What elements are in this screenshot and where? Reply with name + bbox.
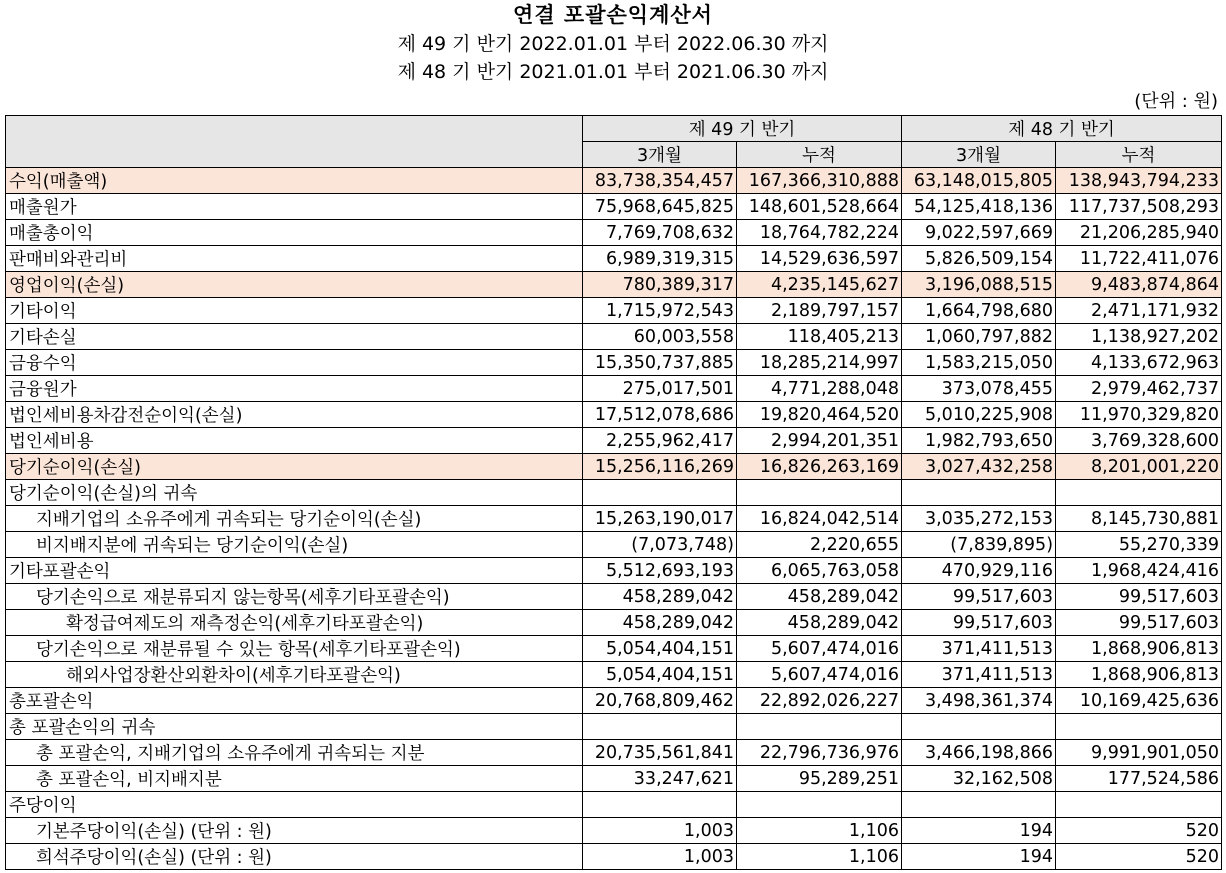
table-row <box>6 350 1222 376</box>
row-label: 총 포괄손익의 귀속 <box>6 714 583 740</box>
row-value <box>583 480 737 506</box>
row-value: 1,003 <box>583 818 737 844</box>
row-label: 주당이익 <box>6 792 583 818</box>
row-value: 75,968,645,825 <box>583 194 737 220</box>
table-row <box>6 506 1222 532</box>
row-value <box>902 792 1056 818</box>
table-row <box>6 194 1222 220</box>
row-value: 20,768,809,462 <box>583 688 737 714</box>
table-row <box>6 220 1222 246</box>
row-value: 83,738,354,457 <box>583 168 737 194</box>
row-value: 1,968,424,416 <box>1056 558 1222 584</box>
row-value: 3,196,088,515 <box>902 272 1056 298</box>
row-label: 당기손익으로 재분류될 수 있는 항목(세후기타포괄손익) <box>6 636 583 662</box>
row-value <box>1056 714 1222 740</box>
row-value: 3,027,432,258 <box>902 454 1056 480</box>
table-row <box>6 714 1222 740</box>
row-value: 117,737,508,293 <box>1056 194 1222 220</box>
row-value: 458,289,042 <box>737 584 902 610</box>
row-value: 194 <box>902 818 1056 844</box>
row-value: 33,247,621 <box>583 766 737 792</box>
row-value: 177,524,586 <box>1056 766 1222 792</box>
table-row <box>6 272 1222 298</box>
row-value: 21,206,285,940 <box>1056 220 1222 246</box>
period-prior: 제 48 기 반기 2021.01.01 부터 2021.06.30 까지 <box>397 61 829 83</box>
subheader-prior-3m: 3개월 <box>902 142 1056 168</box>
row-label: 기타손실 <box>6 324 583 350</box>
row-value: 458,289,042 <box>583 584 737 610</box>
row-value: 15,256,116,269 <box>583 454 737 480</box>
row-value: 5,607,474,016 <box>737 662 902 688</box>
row-value: 95,289,251 <box>737 766 902 792</box>
subheader-prior-cumulative: 누적 <box>1056 142 1222 168</box>
row-label: 기타포괄손익 <box>6 558 583 584</box>
group-header-current: 제 49 기 반기 <box>583 116 902 142</box>
table-row <box>6 662 1222 688</box>
row-value <box>583 792 737 818</box>
row-value <box>583 714 737 740</box>
row-label: 희석주당이익(손실) (단위 : 원) <box>6 844 583 870</box>
row-value: 1,106 <box>737 818 902 844</box>
row-value <box>1056 792 1222 818</box>
row-label: 확정급여제도의 재측정손익(세후기타포괄손익) <box>6 610 583 636</box>
row-label: 해외사업장환산외환차이(세후기타포괄손익) <box>6 662 583 688</box>
row-value: 4,771,288,048 <box>737 376 902 402</box>
row-value: 32,162,508 <box>902 766 1056 792</box>
row-value: 194 <box>902 844 1056 870</box>
row-value: 11,722,411,076 <box>1056 246 1222 272</box>
row-value: 1,583,215,050 <box>902 350 1056 376</box>
row-value: 2,994,201,351 <box>737 428 902 454</box>
table-row <box>6 584 1222 610</box>
row-value: 371,411,513 <box>902 662 1056 688</box>
row-value: 16,824,042,514 <box>737 506 902 532</box>
row-value: 5,607,474,016 <box>737 636 902 662</box>
row-value: 15,350,737,885 <box>583 350 737 376</box>
row-value: 520 <box>1056 818 1222 844</box>
table-row <box>6 168 1222 194</box>
row-value: 1,138,927,202 <box>1056 324 1222 350</box>
row-value: 138,943,794,233 <box>1056 168 1222 194</box>
row-label: 총포괄손익 <box>6 688 583 714</box>
table-row <box>6 558 1222 584</box>
row-label: 비지배지분에 귀속되는 당기순이익(손실) <box>6 532 583 558</box>
row-value: 371,411,513 <box>902 636 1056 662</box>
row-value: 1,982,793,650 <box>902 428 1056 454</box>
row-label: 당기순이익(손실)의 귀속 <box>6 480 583 506</box>
table-body <box>6 168 1222 870</box>
label-column-header <box>6 116 583 168</box>
row-value: 1,715,972,543 <box>583 298 737 324</box>
table-row <box>6 376 1222 402</box>
table-row <box>6 740 1222 766</box>
table-row <box>6 636 1222 662</box>
row-value: 22,892,026,227 <box>737 688 902 714</box>
table-row <box>6 844 1222 870</box>
row-label: 법인세비용 <box>6 428 583 454</box>
row-value: 458,289,042 <box>583 610 737 636</box>
row-value <box>902 714 1056 740</box>
row-value: 99,517,603 <box>902 584 1056 610</box>
row-value <box>1056 480 1222 506</box>
row-value <box>737 714 902 740</box>
income-statement-table <box>5 115 1222 870</box>
table-row <box>6 246 1222 272</box>
row-value: 1,003 <box>583 844 737 870</box>
row-value: 14,529,636,597 <box>737 246 902 272</box>
row-value: 6,065,763,058 <box>737 558 902 584</box>
document-header <box>0 0 1226 86</box>
row-value: 2,471,171,932 <box>1056 298 1222 324</box>
row-label: 당기손익으로 재분류되지 않는항목(세후기타포괄손익) <box>6 584 583 610</box>
row-value: 20,735,561,841 <box>583 740 737 766</box>
row-value: 470,929,116 <box>902 558 1056 584</box>
row-value: 1,060,797,882 <box>902 324 1056 350</box>
row-value: 60,003,558 <box>583 324 737 350</box>
table-row <box>6 428 1222 454</box>
row-value: 4,133,672,963 <box>1056 350 1222 376</box>
row-value: 99,517,603 <box>902 610 1056 636</box>
row-value: 4,235,145,627 <box>737 272 902 298</box>
row-value: 18,764,782,224 <box>737 220 902 246</box>
row-value: 99,517,603 <box>1056 610 1222 636</box>
table-row <box>6 792 1222 818</box>
table-row <box>6 818 1222 844</box>
row-value: 3,466,198,866 <box>902 740 1056 766</box>
row-value: 63,148,015,805 <box>902 168 1056 194</box>
row-value: 148,601,528,664 <box>737 194 902 220</box>
row-value: 167,366,310,888 <box>737 168 902 194</box>
row-value: 8,201,001,220 <box>1056 454 1222 480</box>
row-value: 9,022,597,669 <box>902 220 1056 246</box>
row-label: 수익(매출액) <box>6 168 583 194</box>
row-value: 15,263,190,017 <box>583 506 737 532</box>
row-value: 11,970,329,820 <box>1056 402 1222 428</box>
row-label: 총 포괄손익, 지배기업의 소유주에게 귀속되는 지분 <box>6 740 583 766</box>
row-label: 판매비와관리비 <box>6 246 583 272</box>
row-value: 118,405,213 <box>737 324 902 350</box>
table-row <box>6 402 1222 428</box>
row-value: 5,054,404,151 <box>583 636 737 662</box>
row-value: 5,826,509,154 <box>902 246 1056 272</box>
table-row <box>6 766 1222 792</box>
table-row <box>6 688 1222 714</box>
unit-label: (단위 : 원) <box>1134 91 1218 112</box>
row-value: 373,078,455 <box>902 376 1056 402</box>
row-value <box>737 480 902 506</box>
row-value: 7,769,708,632 <box>583 220 737 246</box>
row-value: 1,106 <box>737 844 902 870</box>
row-value: 16,826,263,169 <box>737 454 902 480</box>
row-value: 3,769,328,600 <box>1056 428 1222 454</box>
row-value: 2,189,797,157 <box>737 298 902 324</box>
row-label: 지배기업의 소유주에게 귀속되는 당기순이익(손실) <box>6 506 583 532</box>
row-value: 17,512,078,686 <box>583 402 737 428</box>
row-value: 22,796,736,976 <box>737 740 902 766</box>
table-row <box>6 298 1222 324</box>
subheader-current-cumulative: 누적 <box>737 142 902 168</box>
row-value: 2,220,655 <box>737 532 902 558</box>
row-value: 458,289,042 <box>737 610 902 636</box>
document-title: 연결 포괄손익계산서 <box>513 3 713 27</box>
row-value: (7,839,895) <box>902 532 1056 558</box>
row-value: 2,255,962,417 <box>583 428 737 454</box>
table-row <box>6 324 1222 350</box>
row-value: 5,512,693,193 <box>583 558 737 584</box>
subheader-current-3m: 3개월 <box>583 142 737 168</box>
row-value: 55,270,339 <box>1056 532 1222 558</box>
row-value: 1,868,906,813 <box>1056 636 1222 662</box>
row-value: (7,073,748) <box>583 532 737 558</box>
row-value: 54,125,418,136 <box>902 194 1056 220</box>
table-row <box>6 532 1222 558</box>
row-value: 3,035,272,153 <box>902 506 1056 532</box>
row-label: 영업이익(손실) <box>6 272 583 298</box>
row-value: 275,017,501 <box>583 376 737 402</box>
period-current: 제 49 기 반기 2022.01.01 부터 2022.06.30 까지 <box>397 33 829 55</box>
row-value: 9,483,874,864 <box>1056 272 1222 298</box>
row-value: 18,285,214,997 <box>737 350 902 376</box>
row-value: 5,010,225,908 <box>902 402 1056 428</box>
row-value: 5,054,404,151 <box>583 662 737 688</box>
row-value <box>902 480 1056 506</box>
header-row-groups <box>6 116 1222 142</box>
table-row <box>6 610 1222 636</box>
row-value: 19,820,464,520 <box>737 402 902 428</box>
row-label: 법인세비용차감전순이익(손실) <box>6 402 583 428</box>
group-header-prior: 제 48 기 반기 <box>902 116 1222 142</box>
row-value: 10,169,425,636 <box>1056 688 1222 714</box>
row-value: 99,517,603 <box>1056 584 1222 610</box>
row-value <box>737 792 902 818</box>
row-value: 520 <box>1056 844 1222 870</box>
row-value: 780,389,317 <box>583 272 737 298</box>
row-label: 매출원가 <box>6 194 583 220</box>
row-label: 기본주당이익(손실) (단위 : 원) <box>6 818 583 844</box>
row-label: 당기순이익(손실) <box>6 454 583 480</box>
row-value: 1,868,906,813 <box>1056 662 1222 688</box>
table-row <box>6 480 1222 506</box>
row-label: 금융수익 <box>6 350 583 376</box>
row-label: 금융원가 <box>6 376 583 402</box>
row-value: 1,664,798,680 <box>902 298 1056 324</box>
row-label: 총 포괄손익, 비지배지분 <box>6 766 583 792</box>
table-row <box>6 454 1222 480</box>
row-value: 9,991,901,050 <box>1056 740 1222 766</box>
row-value: 3,498,361,374 <box>902 688 1056 714</box>
row-value: 2,979,462,737 <box>1056 376 1222 402</box>
row-label: 기타이익 <box>6 298 583 324</box>
row-value: 6,989,319,315 <box>583 246 737 272</box>
row-value: 8,145,730,881 <box>1056 506 1222 532</box>
row-label: 매출총이익 <box>6 220 583 246</box>
